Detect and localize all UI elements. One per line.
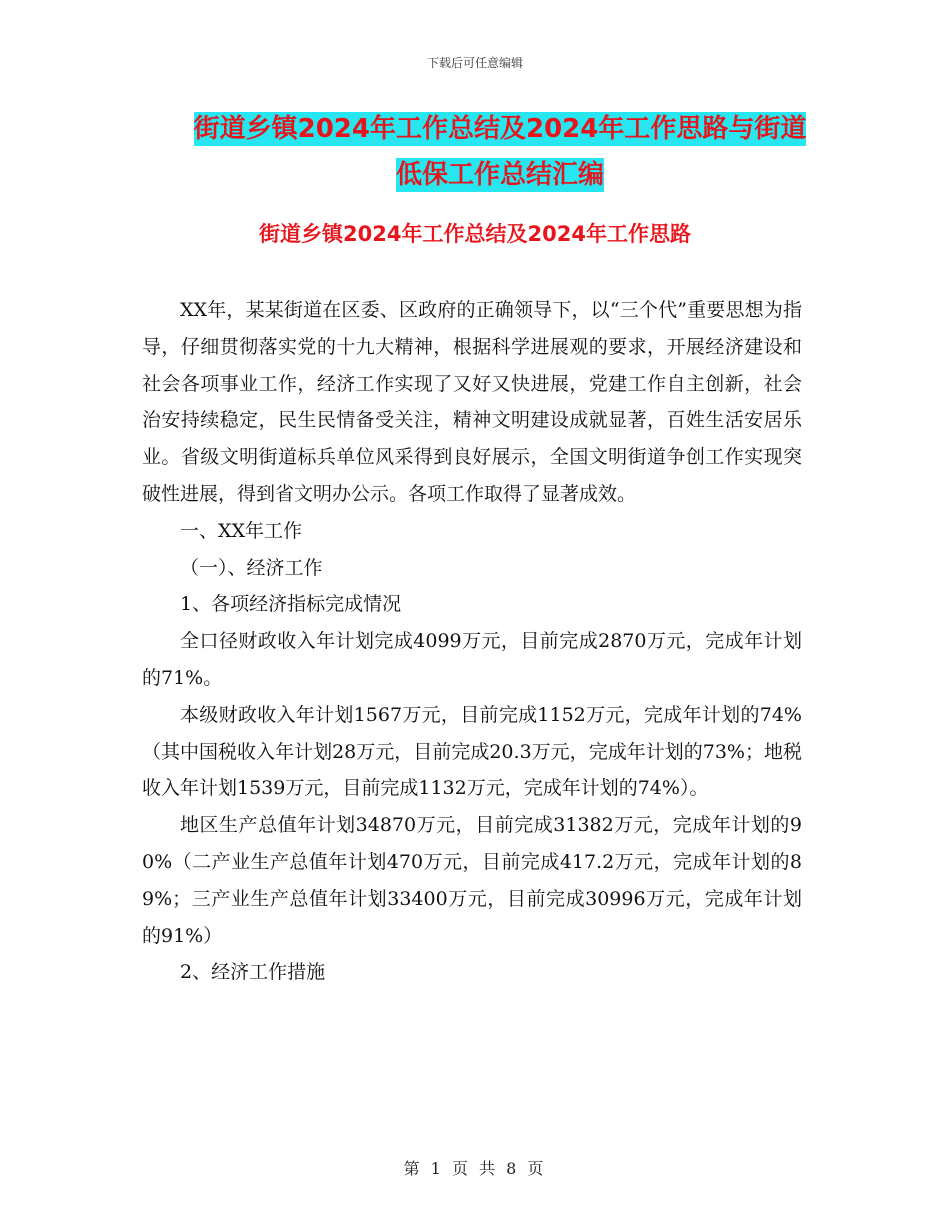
document-title [140, 106, 860, 198]
paragraph-total-revenue: 全口径财政收入年计划完成4099万元，目前完成2870万元，完成年计划的71%。 [142, 630, 802, 689]
heading-economic-measures: 2、经济工作措施 [180, 961, 326, 984]
section-title: 街道乡镇2024年工作总结及2024年工作思路 [259, 222, 691, 246]
heading-economic-work: （一）、经济工作 [180, 556, 323, 579]
paragraph-intro: XX年，某某街道在区委、区政府的正确领导下，以“三个代”重要思想为指导，仔细贯彻落实党的十九大精神，根据科学进展观的要求，开展经济建设和社会各项事业工作，经济工作实现了又好又快进展，党建工作自主创新，社会治安持续稳定，民生民情备受关注，精神文明建设成就显著，百姓生活安居乐业。省级文明街道标兵单位风采得到良好展示，全国文明街道争创工作实现突破性进展，得到省文明办公示。各项工作取得了显著成效。 [142, 299, 802, 505]
heading-section-1: 一、XX年工作 [180, 519, 303, 542]
paragraph-local-revenue: 本级财政收入年计划1567万元，目前完成1152万元，完成年计划的74%（其中国税收入年计划28万元，目前完成20.3万元，完成年计划的73%；地税收入年计划1539万元，目前完成1132万元，完成年计划的74%）。 [142, 703, 802, 800]
header-note: 下载后可任意编辑 [426, 56, 523, 70]
document-body [142, 292, 802, 991]
heading-economic-indicators: 1、各项经济指标完成情况 [180, 593, 402, 616]
paragraph-gdp: 地区生产总值年计划34870万元，目前完成31382万元，完成年计划的90%（二产业生产总值年计划470万元，目前完成417.2万元，完成年计划的89%；三产业生产总值年计划33400万元，目前完成30996万元，完成年计划的91%） [142, 814, 802, 947]
document-title-line-2: 低保工作总结汇编 [395, 160, 604, 190]
page-number-footer: 第 1 页 共 8 页 [403, 1159, 547, 1178]
document-title-line-1: 街道乡镇2024年工作总结及2024年工作思路与街道 [193, 114, 807, 144]
